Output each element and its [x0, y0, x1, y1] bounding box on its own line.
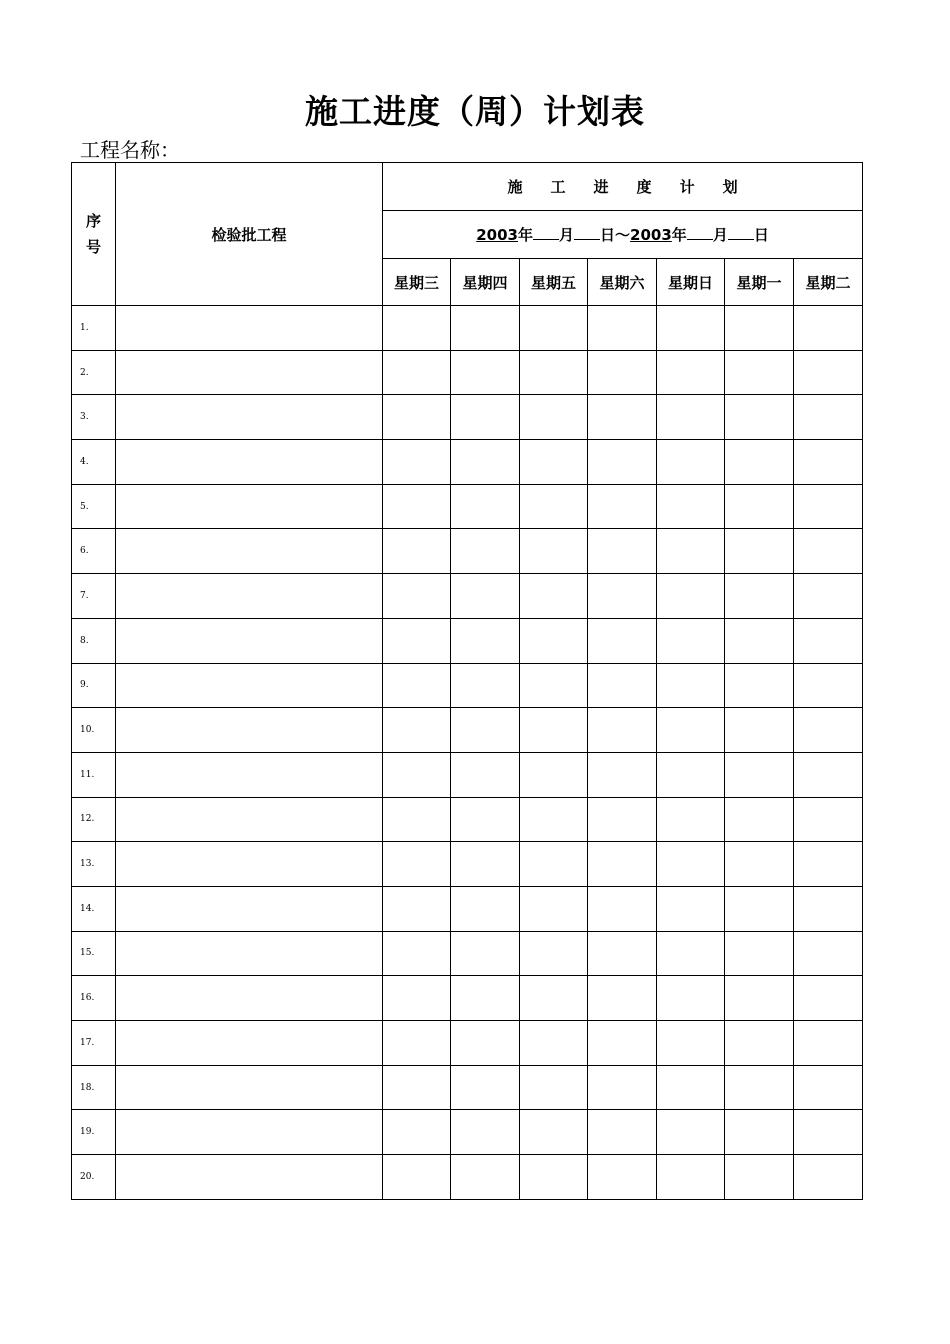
- item-cell[interactable]: [116, 976, 383, 1021]
- row-number: 8.: [72, 618, 116, 663]
- day-cell[interactable]: [794, 484, 863, 529]
- weekday-header: 星期五: [520, 259, 588, 306]
- row-number: 6.: [72, 529, 116, 574]
- row-number: 13.: [72, 842, 116, 887]
- day-cell[interactable]: [657, 797, 725, 842]
- day-cell[interactable]: [383, 350, 451, 395]
- day-cell[interactable]: [657, 663, 725, 708]
- day-unit: 日: [753, 226, 769, 244]
- weekday-header: 星期六: [588, 259, 657, 306]
- table-row: [72, 484, 863, 529]
- table-row: [72, 618, 863, 663]
- item-cell[interactable]: [116, 529, 383, 574]
- item-cell[interactable]: [116, 395, 383, 440]
- day-cell[interactable]: [451, 976, 520, 1021]
- table-row: [72, 306, 863, 351]
- day-cell[interactable]: [451, 350, 520, 395]
- row-number: 4.: [72, 440, 116, 485]
- table-row: [72, 1110, 863, 1155]
- day-cell[interactable]: [725, 484, 794, 529]
- day-cell[interactable]: [794, 976, 863, 1021]
- item-cell[interactable]: [116, 1110, 383, 1155]
- day-cell[interactable]: [725, 931, 794, 976]
- day-cell[interactable]: [588, 1065, 657, 1110]
- row-number: 9.: [72, 663, 116, 708]
- weekday-header: 星期日: [657, 259, 725, 306]
- month-blank: [533, 224, 559, 240]
- table-row: [72, 797, 863, 842]
- day-cell[interactable]: [588, 440, 657, 485]
- table-row: [72, 1021, 863, 1066]
- day-cell[interactable]: [520, 886, 588, 931]
- day-cell[interactable]: [725, 842, 794, 887]
- day-cell[interactable]: [588, 797, 657, 842]
- day-cell[interactable]: [451, 574, 520, 619]
- table-row: [72, 842, 863, 887]
- day-cell[interactable]: [657, 752, 725, 797]
- end-year: 2003: [630, 226, 672, 244]
- day-cell[interactable]: [383, 931, 451, 976]
- item-cell[interactable]: [116, 1021, 383, 1066]
- day-cell[interactable]: [794, 350, 863, 395]
- item-header: 检验批工程: [116, 163, 383, 306]
- plan-title-char: 计: [679, 178, 695, 196]
- day-cell[interactable]: [794, 886, 863, 931]
- day-cell[interactable]: [520, 708, 588, 753]
- row-number: 11.: [72, 752, 116, 797]
- table-row: [72, 931, 863, 976]
- day-cell[interactable]: [657, 1155, 725, 1200]
- day-cell[interactable]: [657, 529, 725, 574]
- day-cell[interactable]: [794, 931, 863, 976]
- day-cell[interactable]: [520, 618, 588, 663]
- day-cell[interactable]: [383, 1065, 451, 1110]
- page-title: 施工进度（周）计划表: [305, 92, 645, 131]
- day-cell[interactable]: [520, 976, 588, 1021]
- day-cell[interactable]: [657, 976, 725, 1021]
- day-cell[interactable]: [383, 1021, 451, 1066]
- plan-title-char: 工: [550, 178, 566, 196]
- item-cell[interactable]: [116, 350, 383, 395]
- day-cell[interactable]: [794, 1110, 863, 1155]
- day-cell[interactable]: [725, 663, 794, 708]
- weekday-header: 星期一: [725, 259, 794, 306]
- day-cell[interactable]: [794, 618, 863, 663]
- date-range: [383, 211, 863, 259]
- day-cell[interactable]: [383, 842, 451, 887]
- day-cell[interactable]: [725, 1065, 794, 1110]
- seq-header-char: 号: [85, 238, 101, 256]
- day-cell[interactable]: [520, 395, 588, 440]
- table-row: [72, 663, 863, 708]
- day-cell[interactable]: [725, 886, 794, 931]
- day-cell[interactable]: [657, 574, 725, 619]
- row-number: 5.: [72, 484, 116, 529]
- row-number: 18.: [72, 1065, 116, 1110]
- day-cell[interactable]: [451, 306, 520, 351]
- day-cell[interactable]: [725, 1110, 794, 1155]
- month-unit: 月: [559, 226, 575, 244]
- range-separator: ～: [615, 226, 631, 244]
- day-cell[interactable]: [725, 529, 794, 574]
- day-cell[interactable]: [383, 1110, 451, 1155]
- table-row: [72, 574, 863, 619]
- day-cell[interactable]: [588, 529, 657, 574]
- day-cell[interactable]: [383, 618, 451, 663]
- day-cell[interactable]: [383, 663, 451, 708]
- day-cell[interactable]: [588, 1155, 657, 1200]
- weekday-header: 星期二: [794, 259, 863, 306]
- row-number: 16.: [72, 976, 116, 1021]
- day-cell[interactable]: [520, 752, 588, 797]
- year-unit: 年: [671, 226, 687, 244]
- day-cell[interactable]: [794, 708, 863, 753]
- row-number: 14.: [72, 886, 116, 931]
- day-cell[interactable]: [383, 395, 451, 440]
- day-cell[interactable]: [520, 931, 588, 976]
- plan-title-char: 划: [722, 178, 738, 196]
- day-unit: 日: [600, 226, 616, 244]
- day-cell[interactable]: [657, 1065, 725, 1110]
- day-cell[interactable]: [794, 752, 863, 797]
- day-blank: [574, 224, 600, 240]
- seq-header-char: 序: [85, 212, 101, 230]
- day-cell[interactable]: [520, 574, 588, 619]
- day-cell[interactable]: [657, 350, 725, 395]
- seq-header: [72, 163, 116, 306]
- row-number: 1.: [72, 306, 116, 351]
- day-cell[interactable]: [725, 752, 794, 797]
- day-cell[interactable]: [794, 1155, 863, 1200]
- table-row: [72, 1065, 863, 1110]
- item-cell[interactable]: [116, 663, 383, 708]
- item-cell[interactable]: [116, 440, 383, 485]
- day-cell[interactable]: [383, 440, 451, 485]
- row-number: 3.: [72, 395, 116, 440]
- weekday-header: 星期四: [451, 259, 520, 306]
- day-cell[interactable]: [794, 842, 863, 887]
- day-cell[interactable]: [520, 1065, 588, 1110]
- day-cell[interactable]: [520, 306, 588, 351]
- item-cell[interactable]: [116, 797, 383, 842]
- day-cell[interactable]: [657, 1021, 725, 1066]
- day-cell[interactable]: [588, 484, 657, 529]
- month-unit: 月: [712, 226, 728, 244]
- day-cell[interactable]: [520, 350, 588, 395]
- day-cell[interactable]: [451, 618, 520, 663]
- day-cell[interactable]: [725, 395, 794, 440]
- day-cell[interactable]: [725, 574, 794, 619]
- day-cell[interactable]: [588, 886, 657, 931]
- row-number: 2.: [72, 350, 116, 395]
- day-cell[interactable]: [451, 842, 520, 887]
- item-cell[interactable]: [116, 842, 383, 887]
- day-cell[interactable]: [794, 574, 863, 619]
- item-cell[interactable]: [116, 752, 383, 797]
- day-cell[interactable]: [383, 752, 451, 797]
- start-year: 2003: [476, 226, 518, 244]
- day-cell[interactable]: [725, 306, 794, 351]
- day-cell[interactable]: [451, 1065, 520, 1110]
- day-blank: [728, 224, 754, 240]
- item-cell[interactable]: [116, 574, 383, 619]
- day-cell[interactable]: [451, 440, 520, 485]
- day-cell[interactable]: [520, 529, 588, 574]
- year-unit: 年: [517, 226, 533, 244]
- table-row: [72, 886, 863, 931]
- day-cell[interactable]: [725, 708, 794, 753]
- day-cell[interactable]: [588, 1110, 657, 1155]
- project-name-label: 工程名称：: [80, 138, 180, 162]
- day-cell[interactable]: [451, 1110, 520, 1155]
- row-number: 19.: [72, 1110, 116, 1155]
- day-cell[interactable]: [383, 484, 451, 529]
- month-blank: [687, 224, 713, 240]
- item-cell[interactable]: [116, 484, 383, 529]
- day-cell[interactable]: [794, 1065, 863, 1110]
- day-cell[interactable]: [588, 395, 657, 440]
- day-cell[interactable]: [520, 1155, 588, 1200]
- day-cell[interactable]: [725, 797, 794, 842]
- plan-title-char: 施: [507, 178, 523, 196]
- day-cell[interactable]: [520, 1110, 588, 1155]
- item-cell[interactable]: [116, 1065, 383, 1110]
- row-number: 12.: [72, 797, 116, 842]
- day-cell[interactable]: [725, 440, 794, 485]
- day-cell[interactable]: [383, 886, 451, 931]
- day-cell[interactable]: [383, 306, 451, 351]
- day-cell[interactable]: [451, 752, 520, 797]
- item-cell[interactable]: [116, 708, 383, 753]
- day-cell[interactable]: [657, 618, 725, 663]
- day-cell[interactable]: [657, 395, 725, 440]
- day-cell[interactable]: [451, 886, 520, 931]
- day-cell[interactable]: [451, 708, 520, 753]
- weekday-header: 星期三: [383, 259, 451, 306]
- day-cell[interactable]: [451, 484, 520, 529]
- day-cell[interactable]: [725, 1155, 794, 1200]
- day-cell[interactable]: [794, 395, 863, 440]
- table-row: [72, 529, 863, 574]
- table-row: [72, 752, 863, 797]
- day-cell[interactable]: [794, 529, 863, 574]
- plan-title-char: 度: [636, 178, 652, 196]
- table-row: [72, 976, 863, 1021]
- day-cell[interactable]: [588, 618, 657, 663]
- day-cell[interactable]: [451, 931, 520, 976]
- schedule-table: [71, 162, 863, 1200]
- day-cell[interactable]: [588, 574, 657, 619]
- day-cell[interactable]: [588, 708, 657, 753]
- day-cell[interactable]: [794, 1021, 863, 1066]
- day-cell[interactable]: [520, 842, 588, 887]
- table-row: [72, 1155, 863, 1200]
- day-cell[interactable]: [383, 708, 451, 753]
- day-cell[interactable]: [588, 752, 657, 797]
- day-cell[interactable]: [520, 797, 588, 842]
- day-cell[interactable]: [794, 306, 863, 351]
- item-cell[interactable]: [116, 306, 383, 351]
- day-cell[interactable]: [383, 1155, 451, 1200]
- day-cell[interactable]: [588, 842, 657, 887]
- day-cell[interactable]: [794, 440, 863, 485]
- day-cell[interactable]: [451, 529, 520, 574]
- day-cell[interactable]: [383, 797, 451, 842]
- day-cell[interactable]: [657, 440, 725, 485]
- day-cell[interactable]: [451, 663, 520, 708]
- day-cell[interactable]: [383, 529, 451, 574]
- item-cell[interactable]: [116, 1155, 383, 1200]
- row-number: 20.: [72, 1155, 116, 1200]
- day-cell[interactable]: [657, 306, 725, 351]
- day-cell[interactable]: [657, 886, 725, 931]
- day-cell[interactable]: [520, 484, 588, 529]
- day-cell[interactable]: [657, 708, 725, 753]
- row-number: 17.: [72, 1021, 116, 1066]
- day-cell[interactable]: [657, 842, 725, 887]
- day-cell[interactable]: [588, 663, 657, 708]
- day-cell[interactable]: [725, 976, 794, 1021]
- day-cell[interactable]: [451, 395, 520, 440]
- day-cell[interactable]: [383, 574, 451, 619]
- day-cell[interactable]: [520, 1021, 588, 1066]
- day-cell[interactable]: [794, 797, 863, 842]
- day-cell[interactable]: [588, 976, 657, 1021]
- day-cell[interactable]: [588, 350, 657, 395]
- day-cell[interactable]: [657, 931, 725, 976]
- day-cell[interactable]: [588, 931, 657, 976]
- row-number: 10.: [72, 708, 116, 753]
- day-cell[interactable]: [383, 976, 451, 1021]
- day-cell[interactable]: [725, 618, 794, 663]
- day-cell[interactable]: [588, 1021, 657, 1066]
- day-cell[interactable]: [520, 440, 588, 485]
- day-cell[interactable]: [794, 663, 863, 708]
- day-cell[interactable]: [451, 1021, 520, 1066]
- day-cell[interactable]: [725, 350, 794, 395]
- table-row: [72, 350, 863, 395]
- day-cell[interactable]: [588, 306, 657, 351]
- row-number: 7.: [72, 574, 116, 619]
- day-cell[interactable]: [451, 1155, 520, 1200]
- table-row: [72, 708, 863, 753]
- item-cell[interactable]: [116, 931, 383, 976]
- day-cell[interactable]: [657, 484, 725, 529]
- day-cell[interactable]: [725, 1021, 794, 1066]
- item-cell[interactable]: [116, 618, 383, 663]
- plan-title: [383, 163, 863, 211]
- plan-title-char: 进: [593, 178, 609, 196]
- item-cell[interactable]: [116, 886, 383, 931]
- day-cell[interactable]: [520, 663, 588, 708]
- row-number: 15.: [72, 931, 116, 976]
- table-row: [72, 395, 863, 440]
- day-cell[interactable]: [451, 797, 520, 842]
- table-row: [72, 440, 863, 485]
- day-cell[interactable]: [657, 1110, 725, 1155]
